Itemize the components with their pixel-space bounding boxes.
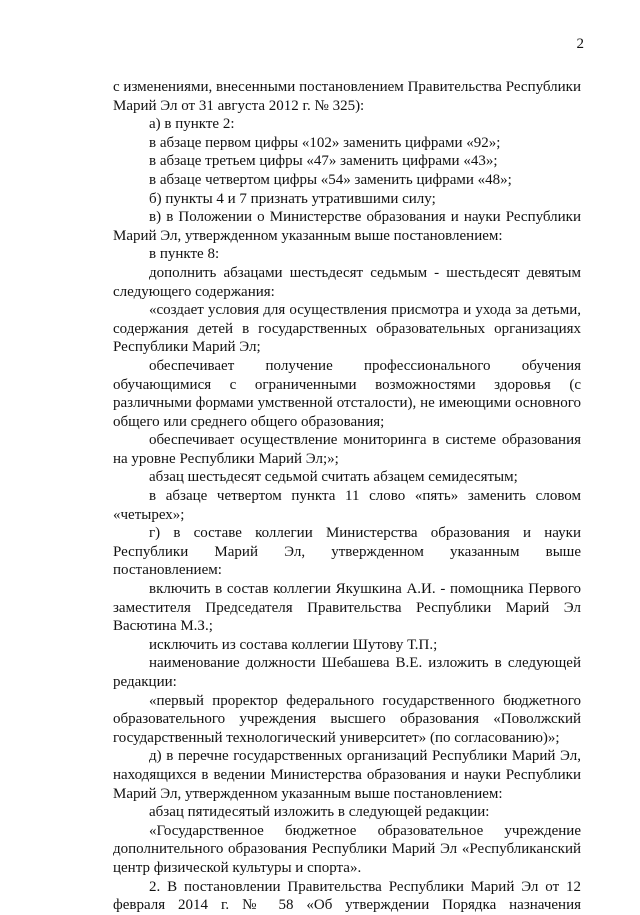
paragraph: обеспечивает осуществление мониторинга в системе образования на уровне Республики Марий Эл;»; — [113, 432, 581, 467]
paragraph: «Государственное бюджетное образовательное учреждение дополнительного образования Республики Марий Эл «Республиканский центр физической культуры и спорта». — [113, 822, 581, 876]
paragraph: обеспечивает получение профессионального обучения обучающимися с ограниченными возможностями здоровья (с различными формами умственной отсталости), не имеющими основного общего или среднего общего образования; — [113, 357, 581, 430]
paragraph: 2. В постановлении Правительства Республики Марий Эл от 12 февраля 2014 г. № 58 «Об утверждении Порядка назначения — [113, 878, 581, 914]
paragraph: включить в состав коллегии Якушкина А.И. - помощника Первого заместителя Председателя Правительства Республики Марий Эл Васютина М.З.; — [113, 581, 581, 635]
paragraph: в абзаце третьем цифры «47» заменить цифрами «43»; — [149, 153, 498, 170]
paragraph: абзац шестьдесят седьмой считать абзацем семидесятым; — [149, 469, 518, 486]
paragraph: б) пункты 4 и 7 признать утратившими силу; — [149, 190, 436, 207]
page-number: 2 — [576, 36, 584, 52]
paragraph: «создает условия для осуществления присмотра и ухода за детьми, содержания детей в государственных образовательных организациях Республики Марий Эл; — [113, 302, 581, 356]
paragraph: исключить из состава коллегии Шутову Т.П.; — [149, 636, 438, 653]
paragraph: абзац пятидесятый изложить в следующей редакции: — [149, 804, 490, 821]
paragraph: «первый проректор федерального государственного бюджетного образовательного учреждения высшего образования «Поволжский государственный технологический университет» (по согласованию)»; — [113, 692, 581, 746]
paragraph: в) в Положении о Министерстве образования и науки Республики Марий Эл, утвержденном указанным выше постановлением: — [113, 209, 581, 244]
paragraph: а) в пункте 2: — [149, 116, 235, 133]
paragraph: наименование должности Шебашева В.Е. изложить в следующей редакции: — [113, 655, 581, 690]
paragraph: с изменениями, внесенными постановлением Правительства Республики Марий Эл от 31 августа 2012 г. № 325): — [113, 79, 581, 114]
paragraph: г) в составе коллегии Министерства образования и науки Республики Марий Эл, утвержденном указанным выше постановлением: — [113, 525, 581, 579]
paragraph: в абзаце четвертом пункта 11 слово «пять» заменить словом «четырех»; — [113, 488, 581, 523]
paragraph: д) в перечне государственных организаций Республики Марий Эл, находящихся в ведении Министерства образования и науки Республики Марий Эл, утвержденном указанным выше постановлением: — [113, 748, 581, 802]
paragraph: в пункте 8: — [149, 246, 220, 263]
paragraph: в абзаце первом цифры «102» заменить цифрами «92»; — [149, 134, 501, 151]
paragraph: дополнить абзацами шестьдесят седьмым - шестьдесят девятым следующего содержания: — [113, 264, 581, 300]
document-body — [113, 78, 581, 915]
paragraph: в абзаце четвертом цифры «54» заменить цифрами «48»; — [149, 171, 512, 188]
